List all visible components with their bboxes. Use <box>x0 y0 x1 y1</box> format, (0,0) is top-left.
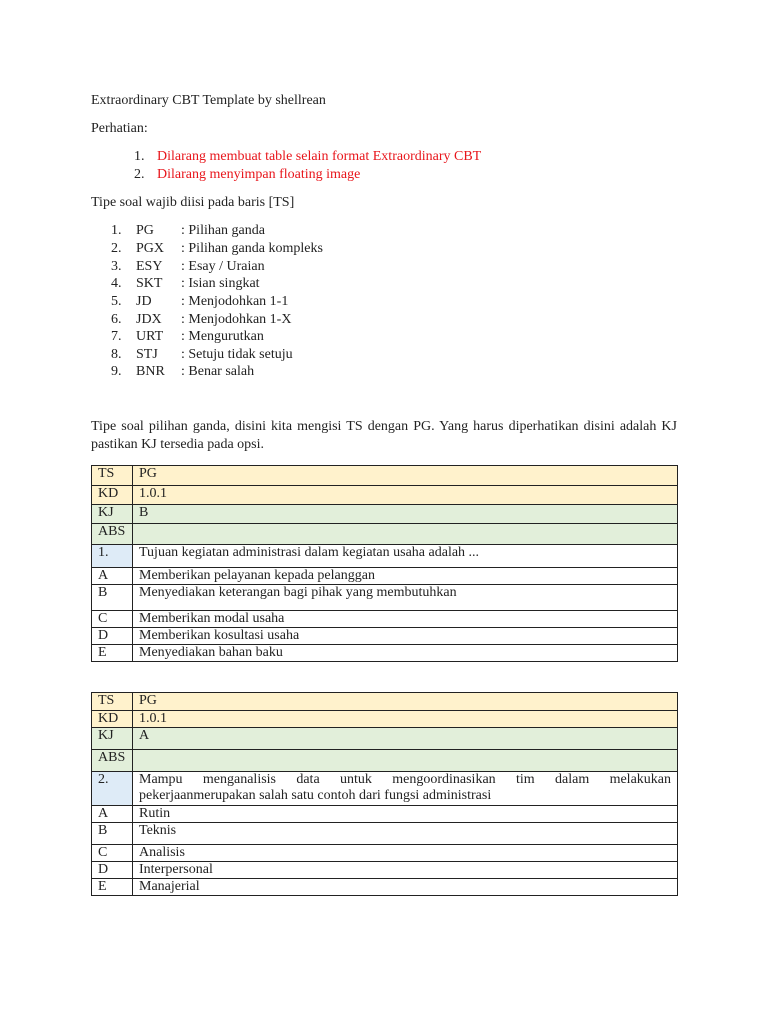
ts-row <box>92 466 678 486</box>
option-key: D <box>92 628 133 645</box>
abs-label: ABS <box>92 750 133 772</box>
option-key: B <box>92 823 133 845</box>
abs-label: ABS <box>92 524 133 545</box>
option-key: E <box>92 645 133 662</box>
question-number: 2. <box>92 772 133 806</box>
option-text[interactable]: Teknis <box>133 823 678 845</box>
ts-label: TS <box>92 693 133 711</box>
option-row <box>92 845 678 862</box>
kj-label: KJ <box>92 728 133 750</box>
option-text[interactable]: Menyediakan bahan baku <box>133 645 678 662</box>
option-text[interactable]: Interpersonal <box>133 862 678 879</box>
option-row <box>92 645 678 662</box>
option-row <box>92 568 678 585</box>
notice-item-1 <box>134 148 481 166</box>
option-key: A <box>92 806 133 823</box>
kd-row <box>92 486 678 505</box>
option-row <box>92 823 678 845</box>
notice-heading: Perhatian: <box>91 121 148 136</box>
kd-value[interactable]: 1.0.1 <box>133 486 678 505</box>
question-row <box>92 545 678 568</box>
option-text[interactable]: Analisis <box>133 845 678 862</box>
option-row <box>92 879 678 896</box>
kj-row <box>92 505 678 524</box>
option-key: E <box>92 879 133 896</box>
ts-value[interactable]: PG <box>133 693 678 711</box>
abs-row <box>92 750 678 772</box>
option-key: D <box>92 862 133 879</box>
option-key: C <box>92 845 133 862</box>
ts-label: TS <box>92 466 133 486</box>
option-text[interactable]: Rutin <box>133 806 678 823</box>
ts-value[interactable]: PG <box>133 466 678 486</box>
option-key: A <box>92 568 133 585</box>
option-key: B <box>92 585 133 611</box>
question-row <box>92 772 678 806</box>
question-number: 1. <box>92 545 133 568</box>
kj-row <box>92 728 678 750</box>
kj-label: KJ <box>92 505 133 524</box>
kd-label: KD <box>92 711 133 728</box>
abs-row <box>92 524 678 545</box>
option-text[interactable]: Memberikan kosultasi usaha <box>133 628 678 645</box>
notice-item-text: Dilarang membuat table selain format Extraordinary CBT <box>157 149 482 164</box>
question-table-1 <box>91 465 678 662</box>
notice-item-text: Dilarang menyimpan floating image <box>157 167 361 182</box>
kd-label: KD <box>92 486 133 505</box>
option-row <box>92 806 678 823</box>
types-heading: Tipe soal wajib diisi pada baris [TS] <box>91 195 295 210</box>
question-table-2 <box>91 692 678 896</box>
ts-row <box>92 693 678 711</box>
option-text[interactable]: Memberikan modal usaha <box>133 611 678 628</box>
notice-item-number: 1. <box>134 149 145 164</box>
kd-row <box>92 711 678 728</box>
document-title: Extraordinary CBT Template by shellrean <box>91 93 326 108</box>
question-text[interactable]: Mampu menganalisis data untuk mengoordinasikan tim dalam melakukan pekerjaanmerupakan salah satu contoh dari fungsi administrasi <box>133 772 678 806</box>
notice-item-number: 2. <box>134 167 145 182</box>
option-row <box>92 862 678 879</box>
option-text[interactable]: Memberikan pelayanan kepada pelanggan <box>133 568 678 585</box>
option-key: C <box>92 611 133 628</box>
kj-value[interactable]: A <box>133 728 678 750</box>
option-row <box>92 585 678 611</box>
notice-item-2 <box>134 166 360 184</box>
kd-value[interactable]: 1.0.1 <box>133 711 678 728</box>
question-text[interactable]: Tujuan kegiatan administrasi dalam kegiatan usaha adalah ... <box>133 545 678 568</box>
option-text[interactable]: Manajerial <box>133 879 678 896</box>
option-text[interactable]: Menyediakan keterangan bagi pihak yang membutuhkan <box>133 585 678 611</box>
option-row <box>92 628 678 645</box>
instruction-paragraph: Tipe soal pilihan ganda, disini kita mengisi TS dengan PG. Yang harus diperhatikan disini adalah KJ pastikan KJ tersedia pada opsi. <box>91 419 677 452</box>
option-row <box>92 611 678 628</box>
abs-value[interactable] <box>133 524 678 545</box>
kj-value[interactable]: B <box>133 505 678 524</box>
abs-value[interactable] <box>133 750 678 772</box>
